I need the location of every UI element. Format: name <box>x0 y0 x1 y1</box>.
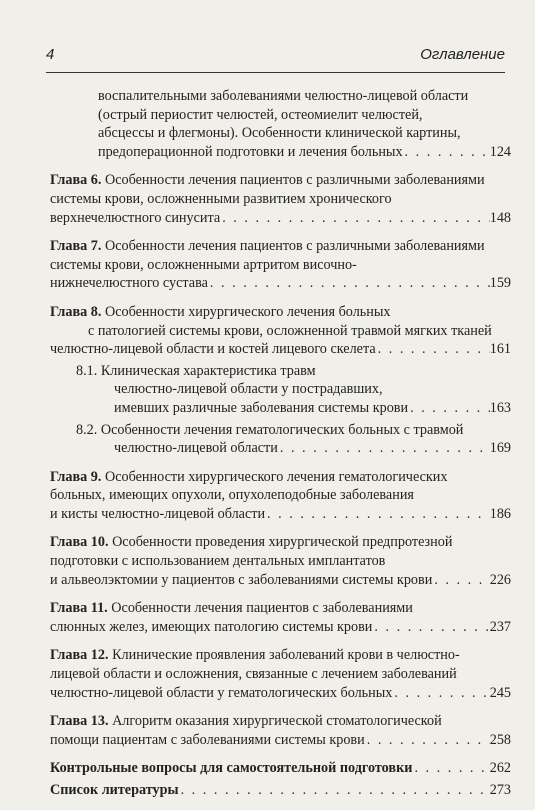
toc-page-number: 163 <box>489 399 511 416</box>
toc-page-number: 226 <box>489 571 511 588</box>
toc-page-number: 124 <box>489 143 511 160</box>
toc-line: Особенности проведения хирургической предпротезной <box>112 534 453 551</box>
chapter-label: Глава 9. <box>50 468 102 485</box>
toc-first-line <box>50 712 511 731</box>
toc-last-line <box>50 684 511 703</box>
dot-leader <box>365 731 490 750</box>
chapter-label: Глава 10. <box>50 534 109 551</box>
dot-leader <box>432 571 489 590</box>
toc-last-line <box>50 571 511 590</box>
toc-entry-chapter-13[interactable] <box>50 712 511 749</box>
toc-line: Особенности лечения пациентов с различными заболеваниями <box>104 238 485 255</box>
toc-line: Клиническая характеристика травм <box>100 362 316 379</box>
toc-line: Особенности лечения пациентов с различными заболеваниями <box>104 172 485 189</box>
toc-last-line <box>50 209 511 228</box>
toc-page-number: 262 <box>489 760 511 777</box>
dot-leader <box>412 759 489 778</box>
toc-line: подготовки с использованием дентальных имплантатов <box>50 553 386 570</box>
toc-page-number: 169 <box>489 440 511 457</box>
toc-first-line <box>50 533 511 552</box>
toc-entry-references[interactable] <box>50 781 511 800</box>
toc-line: помощи пациентам с заболеваниями системы крови <box>50 731 365 748</box>
page-number: 4 <box>46 46 55 63</box>
toc-line: больных, имеющих опухоли, опухолеподобные заболевания <box>50 487 414 504</box>
toc-first-line <box>50 303 511 322</box>
toc-first-line <box>50 468 511 487</box>
toc-line: слюнных желез, имеющих патологию системы крови <box>50 618 373 635</box>
toc-entry-chapter-7[interactable] <box>50 237 511 293</box>
toc-line: Алгоритм оказания хирургической стоматологической <box>112 713 442 730</box>
toc-last-line <box>50 759 511 778</box>
toc-last-line <box>50 731 511 750</box>
toc-page-number: 258 <box>489 731 511 748</box>
toc-first-line <box>50 646 511 665</box>
toc-entry-ch5-continued[interactable] <box>50 87 511 161</box>
header-rule <box>46 72 505 73</box>
toc-line: с патологией системы крови, осложненной травмой мягких тканей <box>88 322 492 339</box>
section-label: 8.1. <box>76 362 98 379</box>
toc-entry-control-questions[interactable] <box>50 759 511 778</box>
dot-leader <box>208 274 490 293</box>
toc-entry-chapter-8[interactable] <box>50 303 511 359</box>
toc-line: (острый периостит челюстей, остеомиелит челюстей, <box>98 106 423 123</box>
toc-last-line <box>76 399 511 418</box>
toc-first-line <box>76 362 511 381</box>
toc-page-number: 186 <box>489 505 511 522</box>
toc-first-line <box>50 237 511 256</box>
table-of-contents <box>50 87 511 810</box>
toc-line: Клинические проявления заболеваний крови в челюстно- <box>112 647 460 664</box>
toc-line: и альвеолэктомии у пациентов с заболеваниями системы крови <box>50 571 433 588</box>
toc-page-number: 148 <box>489 209 511 226</box>
dot-leader <box>392 684 489 703</box>
toc-line: челюстно-лицевой области у пострадавших, <box>114 381 383 398</box>
toc-line: челюстно-лицевой области и костей лицевого скелета <box>50 341 376 358</box>
toc-heading: Список литературы <box>50 782 179 798</box>
toc-entry-chapter-11[interactable] <box>50 599 511 636</box>
toc-line: Особенности хирургического лечения гематологических <box>104 468 448 485</box>
toc-line: абсцессы и флегмоны). Особенности клинической картины, <box>98 125 461 142</box>
dot-leader <box>376 340 490 359</box>
toc-line: челюстно-лицевой области у гематологических больных <box>50 684 393 701</box>
toc-last-line <box>50 505 511 524</box>
toc-first-line <box>50 171 511 190</box>
toc-last-line <box>50 340 511 359</box>
toc-line: системы крови, осложненными развитием хронического <box>50 190 392 207</box>
toc-last-line <box>76 439 511 458</box>
toc-entry-chapter-9[interactable] <box>50 468 511 524</box>
running-title: Оглавление <box>420 46 505 63</box>
toc-page-number: 273 <box>489 782 511 798</box>
toc-line: челюстно-лицевой области <box>114 440 278 457</box>
toc-first-line <box>76 421 511 440</box>
chapter-label: Глава 11. <box>50 600 108 617</box>
toc-line: Особенности хирургического лечения больных <box>104 303 391 320</box>
chapter-label: Глава 8. <box>50 303 102 320</box>
chapter-label: Глава 12. <box>50 647 109 664</box>
toc-line: и кисты челюстно-лицевой области <box>50 505 266 522</box>
toc-heading: Контрольные вопросы для самостоятельной подготовки <box>50 760 413 777</box>
toc-line: нижнечелюстного сустава <box>50 275 208 292</box>
toc-page-number: 245 <box>489 684 511 701</box>
toc-last-line <box>50 274 511 293</box>
toc-last-line <box>50 143 511 162</box>
dot-leader <box>179 781 490 800</box>
chapter-label: Глава 6. <box>50 172 102 189</box>
toc-line: системы крови, осложненными артритом височно- <box>50 256 357 273</box>
toc-line: верхнечелюстного синусита <box>50 209 221 226</box>
section-label: 8.2. <box>76 421 98 438</box>
toc-page-number: 237 <box>489 618 511 635</box>
toc-last-line <box>50 781 511 800</box>
toc-entry-chapter-6[interactable] <box>50 171 511 227</box>
toc-entry-section-8-1[interactable] <box>50 362 511 418</box>
toc-page-number: 159 <box>489 275 511 292</box>
page-header <box>46 46 505 66</box>
toc-line: Особенности лечения пациентов с заболеваниями <box>111 600 413 617</box>
toc-entry-chapter-10[interactable] <box>50 533 511 589</box>
dot-leader <box>265 505 490 524</box>
chapter-label: Глава 13. <box>50 713 109 730</box>
dot-leader <box>372 618 489 637</box>
toc-line: предоперационной подготовки и лечения больных <box>98 143 403 160</box>
toc-page-number: 161 <box>489 341 511 358</box>
toc-line: воспалительными заболеваниями челюстно-лицевой области <box>98 88 469 104</box>
toc-line: имевших различные заболевания системы крови <box>114 399 409 416</box>
dot-leader <box>220 209 490 228</box>
toc-first-line <box>50 599 511 618</box>
toc-last-line <box>50 618 511 637</box>
dot-leader <box>408 399 490 418</box>
toc-entry-section-8-2[interactable] <box>50 421 511 458</box>
toc-line: Особенности лечения гематологических больных с травмой <box>100 421 464 438</box>
toc-entry-chapter-12[interactable] <box>50 646 511 702</box>
dot-leader <box>278 439 490 458</box>
toc-line: лицевой области и осложнения, связанные с лечением заболеваний <box>50 666 457 683</box>
dot-leader <box>403 143 490 162</box>
chapter-label: Глава 7. <box>50 238 102 255</box>
